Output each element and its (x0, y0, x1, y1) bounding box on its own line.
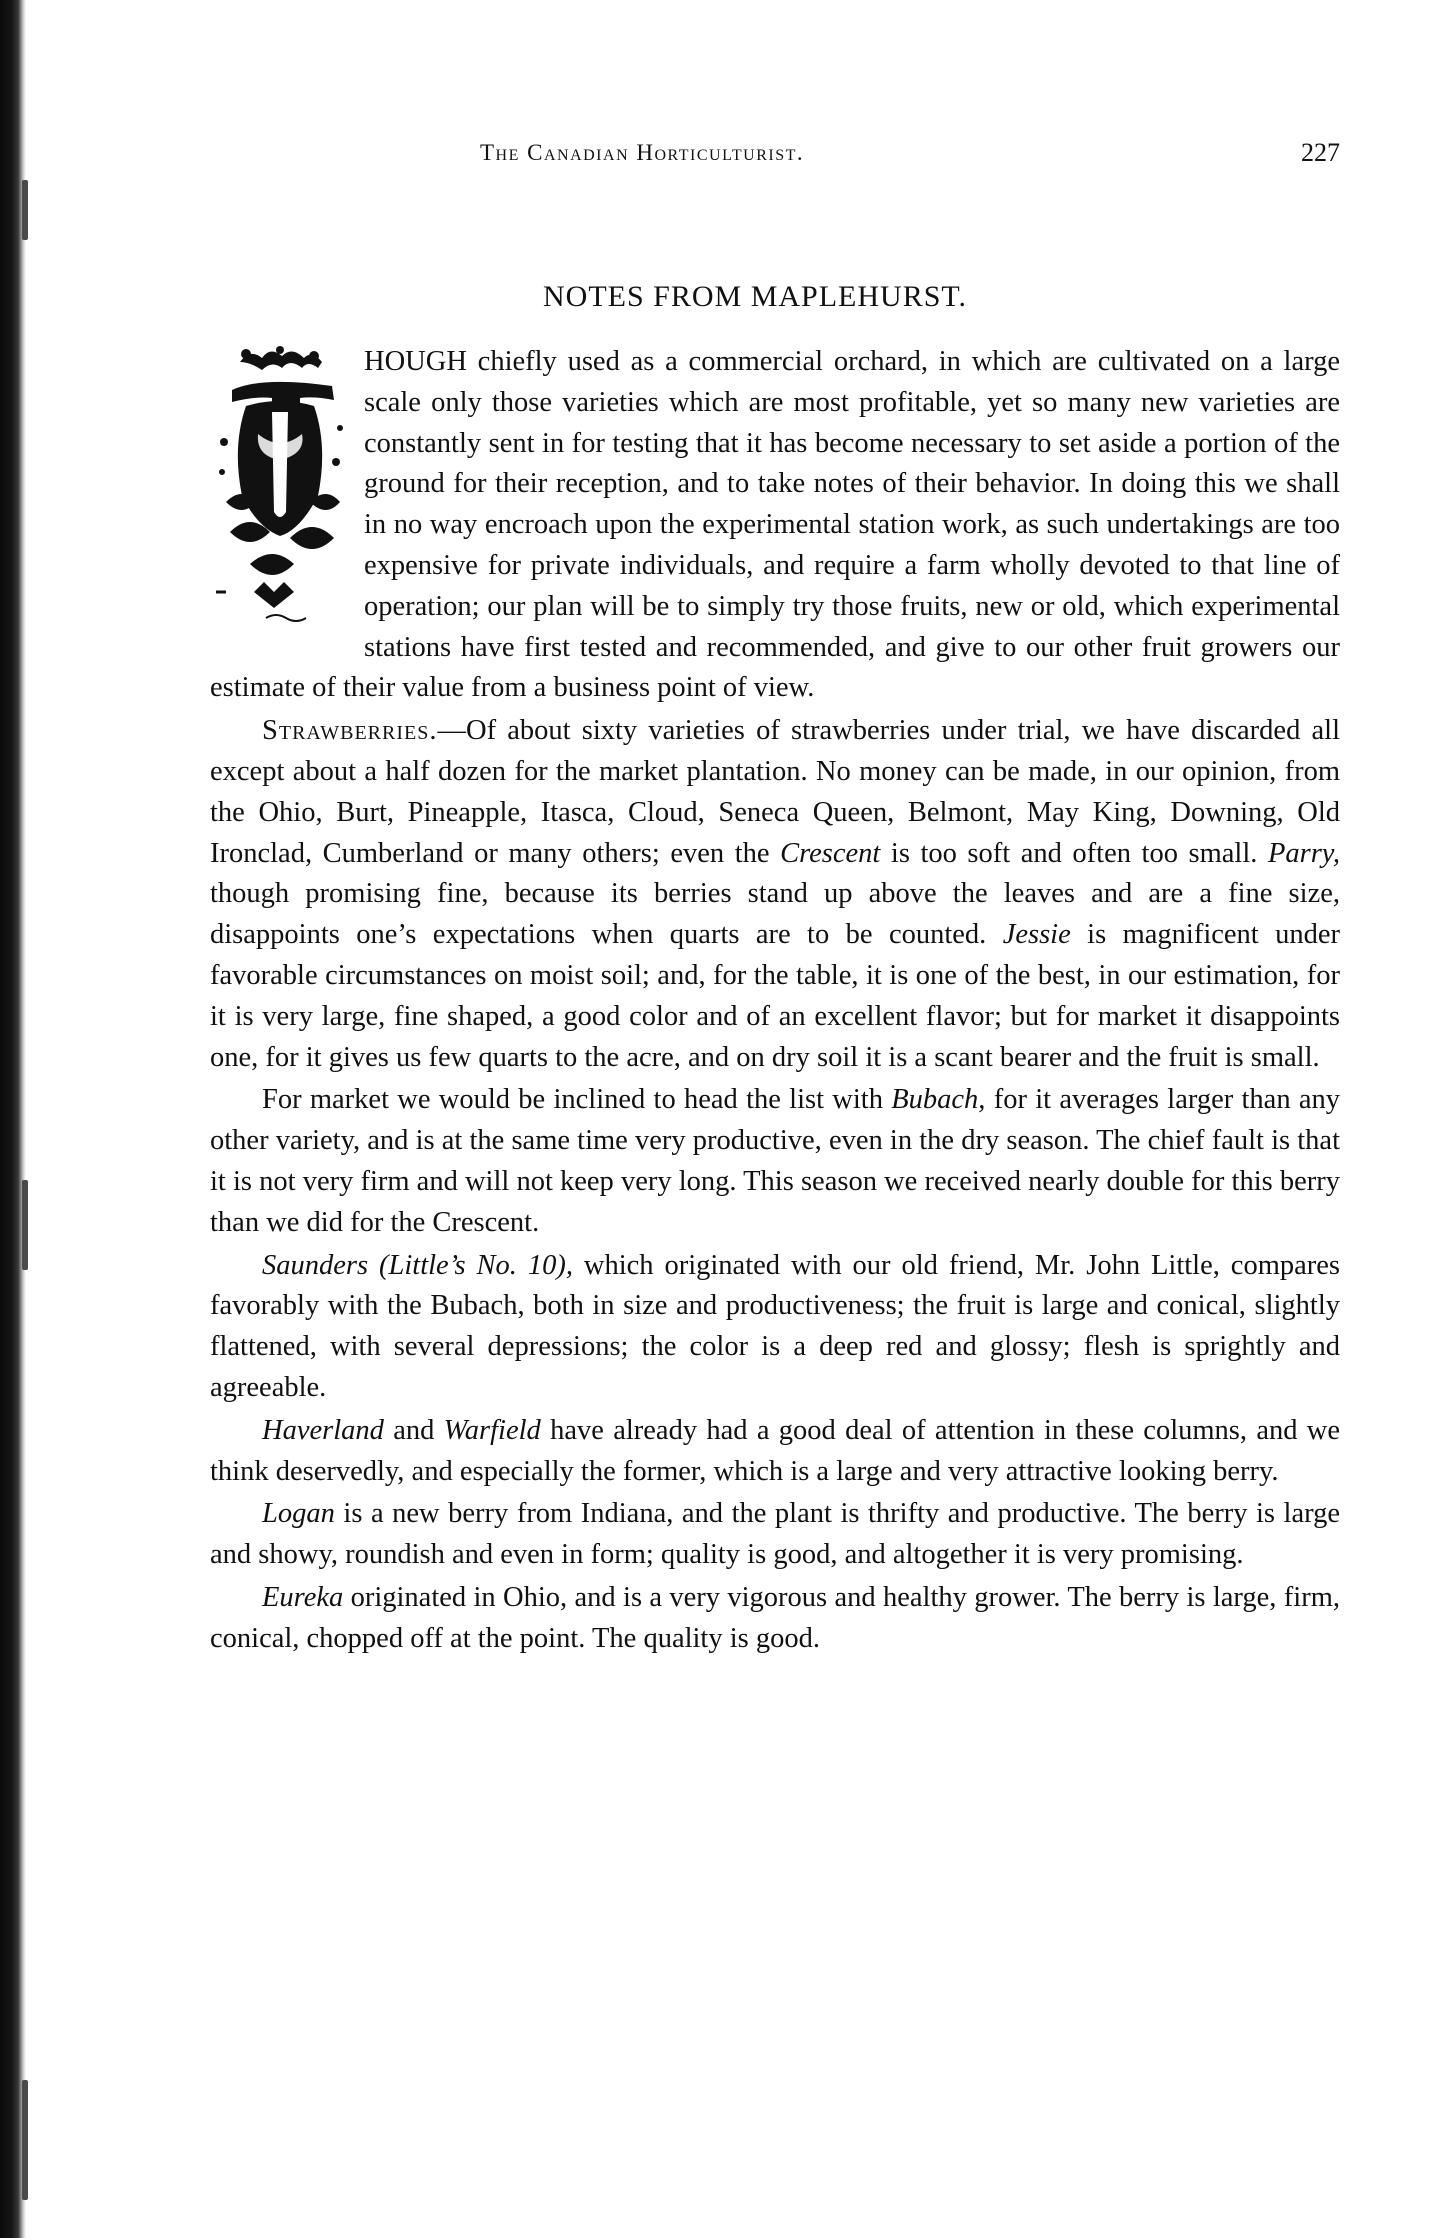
binding-speck (22, 2080, 28, 2200)
book-binding-edge (0, 0, 26, 2238)
logan-text: is a new berry from Indiana, and the plant is thrifty and productive. The berry is large and showy, roundish and even in form; quality is good, and altogether it is very promising. (210, 1498, 1340, 1571)
variety-name-haverland: Haverland (262, 1414, 384, 1446)
intro-paragraph (210, 342, 1340, 709)
binding-speck (22, 1180, 28, 1270)
strawberries-text-2: is too soft and often too small. (880, 837, 1268, 869)
running-head-title: The Canadian Horticulturist. (480, 140, 805, 165)
variety-name-bubach: Bubach, (891, 1084, 986, 1116)
running-head (210, 140, 1340, 180)
variety-name-crescent: Crescent (780, 837, 881, 869)
article-body (210, 342, 1340, 1660)
page-number: 227 (1301, 138, 1340, 167)
saunders-text: which originated with our old friend, Mr. John Little, compares favorably with the Bubach, both in size and productiveness; the fruit is large and conical, slightly flattened, with several depressions; the color is a deep red and glossy; flesh is sprightly and agreeable. (210, 1249, 1340, 1403)
variety-name-eureka: Eureka (262, 1581, 344, 1613)
bubach-text-2: for it averages larger than any other variety, and is at the same time very productive, even in the dry season. The chief fault is that it is not very firm and will not keep very long. This season we received nearly double for this berry than we did for the Crescent. (210, 1084, 1340, 1238)
strawberries-text-4: is magnificent under favorable circumstances on moist soil; and, for the table, it is one of the best, in our estimation, for it is very large, fine shaped, a good color and of an excellent flavor; but for market it disappoints one, for it gives us few quarts to the acre, and on dry soil it is a scant bearer and the fruit is small. (210, 919, 1341, 1073)
bubach-text-1: For market we would be inclined to head the list with (262, 1084, 892, 1116)
variety-name-jessie: Jessie (1002, 919, 1071, 951)
eureka-paragraph (210, 1578, 1340, 1660)
binding-speck (22, 180, 28, 240)
page (210, 140, 1340, 1660)
strawberries-text-1: —Of about sixty varieties of strawberries under trial, we have discarded all except about a half dozen for the market plantation. No money can be made, in our opinion, from the Ohio, Burt, Pineapple, Itasca, Cloud, Seneca Queen, Belmont, May King, Downing, Old Ironclad, Cumberland or many others; even the (210, 715, 1340, 869)
haverland-text: have already had a good deal of attention in these columns, and we think deservedly, and especially the former, which is a large and very attractive looking berry. (210, 1414, 1341, 1487)
variety-name-saunders: Saunders (Little’s No. 10), (262, 1249, 573, 1281)
article-title: NOTES FROM MAPLEHURST. (543, 280, 967, 313)
logan-paragraph (210, 1494, 1340, 1576)
section-heading-strawberries: Strawberries. (262, 715, 438, 747)
ornament-icon (210, 342, 350, 632)
bubach-paragraph (210, 1080, 1340, 1243)
variety-name-parry: Parry, (1267, 837, 1340, 869)
variety-name-logan: Logan (262, 1498, 335, 1530)
strawberries-paragraph (210, 711, 1340, 1078)
variety-name-warfield: Warfield (443, 1414, 541, 1446)
saunders-paragraph (210, 1246, 1340, 1409)
intro-text: HOUGH chiefly used as a commercial orchard, in which are cultivated on a large scale only those varieties which are most profitable, yet so many new varieties are constantly sent in for testing that it has become necessary to set aside a portion of the ground for their reception, and to take notes of their behavior. In doing this we shall in no way encroach upon the experimental station work, as such undertakings are too expensive for private individuals, and require a farm wholly devoted to that line of operation; our plan will be to simply try those fruits, new or old, which experimental stations have first tested and recommended, and give to our other fruit growers our estimate of their value from a business point of view. (210, 346, 1340, 704)
haverland-paragraph (210, 1411, 1340, 1493)
strawberries-text-3: though promising fine, because its berries stand up above the leaves and are a fine size, disappoints one’s expectations when quarts are to be counted. (210, 878, 1340, 951)
haverland-and: and (383, 1414, 444, 1446)
ornamental-drop-cap (210, 342, 350, 632)
eureka-text: originated in Ohio, and is a very vigorous and healthy grower. The berry is large, firm, conical, chopped off at the point. The quality is good. (210, 1581, 1340, 1654)
